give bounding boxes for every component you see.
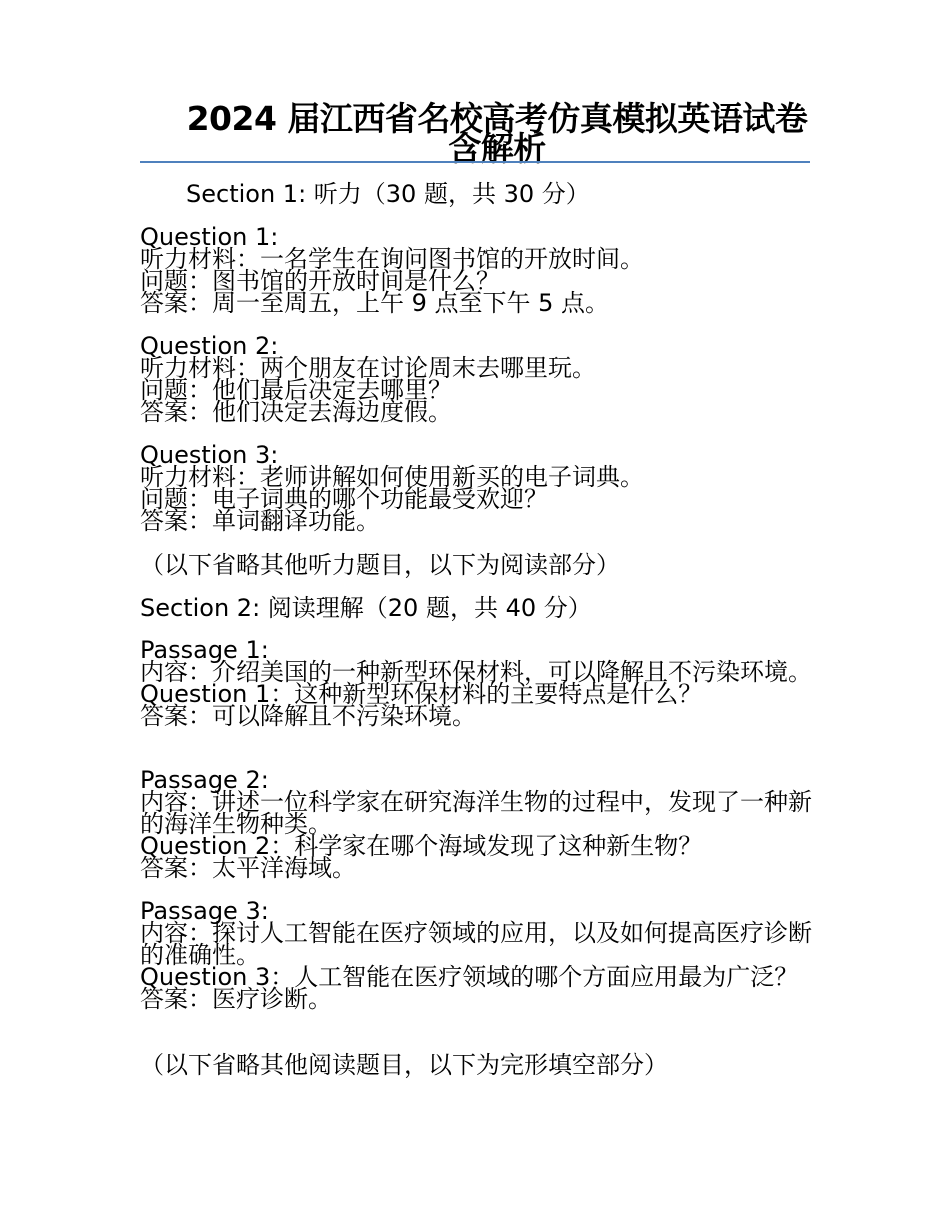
listening-question-2 <box>140 332 812 426</box>
question-text: 问题：他们最后决定去哪里？ <box>140 376 452 404</box>
reading-passage-1 <box>140 636 812 730</box>
listening-question-1 <box>140 223 812 317</box>
passage-label: Passage 3: <box>140 897 269 925</box>
passage-label: Passage 2: <box>140 766 269 794</box>
question-label: Question 3: <box>140 441 279 469</box>
listening-material: 听力材料：一名学生在询问图书馆的开放时间。 <box>140 245 644 273</box>
section1-heading: Section 1: 听力（30 题，共 30 分） <box>186 180 590 208</box>
answer-text: 答案：单词翻译功能。 <box>140 507 380 535</box>
listening-omission-note: （以下省略其他听力题目，以下为阅读部分） <box>140 551 620 579</box>
section2-heading: Section 2: 阅读理解（20 题，共 40 分） <box>140 594 592 622</box>
question-text: Question 1：这种新型环保材料的主要特点是什么？ <box>140 680 703 708</box>
answer-text: 答案：他们决定去海边度假。 <box>140 398 452 426</box>
reading-omission-note: （以下省略其他阅读题目，以下为完形填空部分） <box>140 1051 668 1079</box>
title-divider <box>140 161 810 163</box>
listening-question-3 <box>140 441 812 535</box>
answer-text: 答案：太平洋海域。 <box>140 854 356 882</box>
passage-content: 内容：探讨人工智能在医疗领域的应用，以及如何提高医疗诊断的准确性。 <box>140 919 812 969</box>
answer-text: 答案：周一至周五，上午 9 点至下午 5 点。 <box>140 289 610 317</box>
listening-material: 听力材料：老师讲解如何使用新买的电子词典。 <box>140 463 644 491</box>
question-text: Question 3：人工智能在医疗领域的哪个方面应用最为广泛？ <box>140 963 799 991</box>
passage-content: 内容：介绍美国的一种新型环保材料，可以降解且不污染环境。 <box>140 658 812 686</box>
question-label: Question 1: <box>140 223 279 251</box>
reading-passage-2 <box>140 766 812 882</box>
question-label: Question 2: <box>140 332 279 360</box>
question-text: 问题：图书馆的开放时间是什么？ <box>140 267 500 295</box>
reading-passage-3 <box>140 897 812 1013</box>
question-text: 问题：电子词典的哪个功能最受欢迎？ <box>140 485 548 513</box>
passage-label: Passage 1: <box>140 636 269 664</box>
passage-content: 内容：讲述一位科学家在研究海洋生物的过程中，发现了一种新的海洋生物种类。 <box>140 788 812 838</box>
answer-text: 答案：医疗诊断。 <box>140 985 332 1013</box>
question-text: Question 2：科学家在哪个海域发现了这种新生物？ <box>140 832 703 860</box>
listening-material: 听力材料：两个朋友在讨论周末去哪里玩。 <box>140 354 596 382</box>
answer-text: 答案：可以降解且不污染环境。 <box>140 702 476 730</box>
document-title: 2024 届江西省名校高考仿真模拟英语试卷含解析 <box>186 99 808 168</box>
